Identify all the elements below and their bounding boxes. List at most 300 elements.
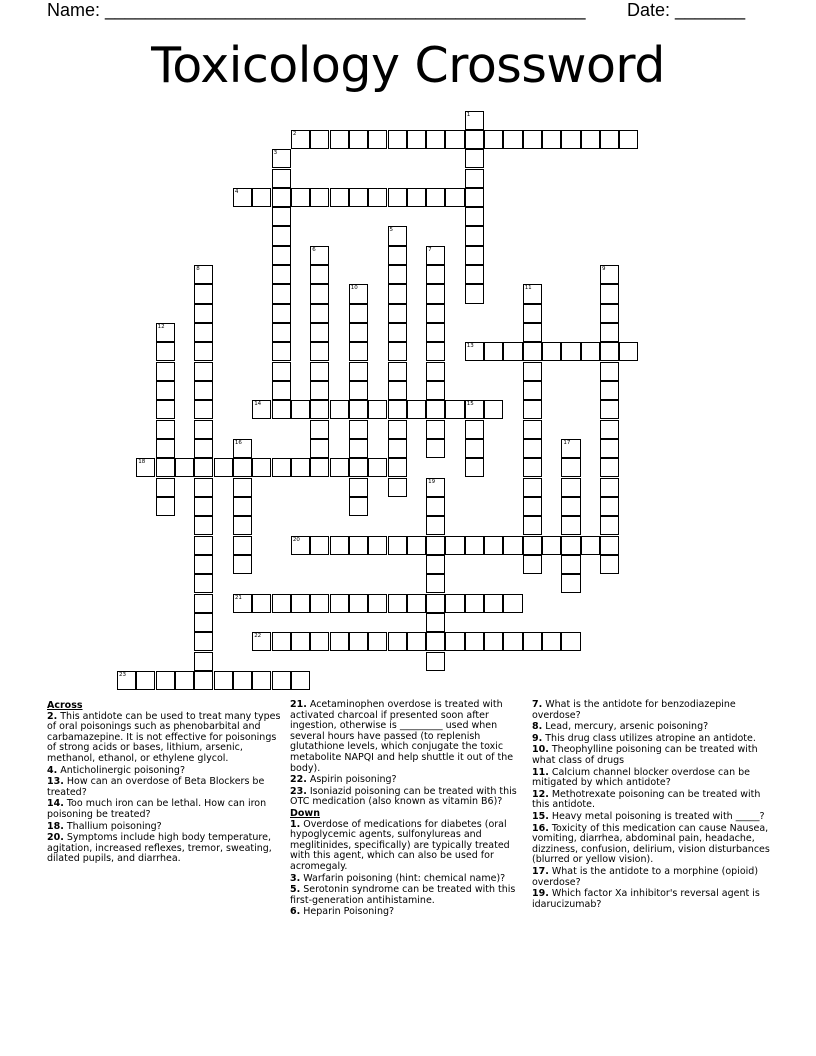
grid-cell[interactable]: [194, 342, 213, 361]
grid-cell-number: 1: [466, 111, 471, 118]
grid-cell[interactable]: [233, 555, 252, 574]
name-line: ________________________________________________: [105, 0, 586, 20]
grid-cell[interactable]: [465, 284, 484, 303]
grid-cell[interactable]: [233, 439, 252, 458]
grid-cell[interactable]: [561, 439, 580, 458]
clue-number: 1.: [290, 818, 301, 830]
grid-cell[interactable]: [156, 439, 175, 458]
grid-cell[interactable]: [194, 478, 213, 497]
grid-cell[interactable]: [523, 304, 542, 323]
grid-cell[interactable]: [523, 555, 542, 574]
grid-cell[interactable]: [465, 342, 484, 361]
date-label: Date:: [627, 0, 676, 20]
grid-cell[interactable]: [426, 323, 445, 342]
grid-cell[interactable]: [156, 671, 175, 690]
grid-cell[interactable]: [194, 536, 213, 555]
grid-cell[interactable]: [465, 536, 484, 555]
grid-cell[interactable]: [561, 458, 580, 477]
grid-cell[interactable]: [523, 458, 542, 477]
grid-cell[interactable]: [194, 458, 213, 477]
grid-cell[interactable]: [194, 613, 213, 632]
grid-cell[interactable]: [194, 265, 213, 284]
grid-cell[interactable]: [426, 439, 445, 458]
grid-cell[interactable]: [330, 594, 349, 613]
grid-cell[interactable]: [349, 284, 368, 303]
grid-cell[interactable]: [272, 458, 291, 477]
grid-cell[interactable]: [523, 323, 542, 342]
grid-cell[interactable]: [600, 284, 619, 303]
grid-cell[interactable]: [272, 246, 291, 265]
grid-cell[interactable]: [194, 574, 213, 593]
grid-cell[interactable]: [156, 420, 175, 439]
grid-cell[interactable]: [233, 497, 252, 516]
grid-cell[interactable]: [349, 323, 368, 342]
grid-cell-number: 6: [312, 246, 316, 253]
grid-cell[interactable]: [465, 246, 484, 265]
grid-cell[interactable]: [156, 458, 175, 477]
grid-cell[interactable]: [194, 632, 213, 651]
grid-cell[interactable]: [523, 516, 542, 535]
grid-cell[interactable]: [330, 400, 349, 419]
grid-cell[interactable]: [233, 516, 252, 535]
grid-cell[interactable]: [388, 304, 407, 323]
grid-cell[interactable]: [291, 594, 310, 613]
grid-cell[interactable]: [484, 594, 503, 613]
grid-cell[interactable]: [388, 323, 407, 342]
grid-cell[interactable]: [388, 226, 407, 245]
grid-cell[interactable]: [194, 497, 213, 516]
grid-cell[interactable]: [349, 439, 368, 458]
grid-cell[interactable]: [388, 439, 407, 458]
across-heading: Across: [47, 700, 83, 711]
page-title: Toxicology Crossword: [151, 37, 665, 94]
grid-cell[interactable]: [194, 516, 213, 535]
grid-cell[interactable]: [368, 188, 387, 207]
grid-cell[interactable]: [330, 458, 349, 477]
grid-cell[interactable]: [388, 246, 407, 265]
grid-cell[interactable]: [465, 188, 484, 207]
grid-cell[interactable]: [388, 632, 407, 651]
grid-cell[interactable]: [407, 594, 426, 613]
grid-cell[interactable]: [291, 671, 310, 690]
grid-cell[interactable]: [388, 284, 407, 303]
grid-cell[interactable]: [600, 478, 619, 497]
grid-cell[interactable]: [465, 130, 484, 149]
grid-cell[interactable]: [194, 555, 213, 574]
grid-cell[interactable]: [310, 594, 329, 613]
grid-cell[interactable]: [445, 188, 464, 207]
grid-cell[interactable]: [291, 130, 310, 149]
grid-cell[interactable]: [600, 458, 619, 477]
grid-cell[interactable]: [388, 130, 407, 149]
grid-cell[interactable]: [272, 188, 291, 207]
grid-cell[interactable]: [426, 497, 445, 516]
grid-cell[interactable]: [310, 420, 329, 439]
grid-cell[interactable]: [368, 632, 387, 651]
grid-cell[interactable]: [523, 284, 542, 303]
grid-cell[interactable]: [272, 594, 291, 613]
grid-cell[interactable]: [310, 362, 329, 381]
grid-cell[interactable]: [310, 246, 329, 265]
clue-text: How can an overdose of Beta Blockers be treated?: [47, 776, 265, 798]
clue-number: 6.: [290, 906, 301, 918]
grid-cell[interactable]: [523, 362, 542, 381]
grid-cell[interactable]: [619, 130, 638, 149]
grid-cell[interactable]: [600, 130, 619, 149]
grid-cell[interactable]: [310, 381, 329, 400]
grid-cell[interactable]: [523, 439, 542, 458]
grid-cell[interactable]: [233, 458, 252, 477]
grid-cell[interactable]: [581, 130, 600, 149]
grid-cell[interactable]: [272, 362, 291, 381]
grid-cell[interactable]: [349, 400, 368, 419]
clue-item: [532, 734, 772, 745]
grid-cell-number: 22: [254, 633, 262, 640]
grid-cell[interactable]: [465, 439, 484, 458]
grid-cell[interactable]: [561, 574, 580, 593]
grid-cell[interactable]: [484, 342, 503, 361]
grid-cell[interactable]: [368, 594, 387, 613]
grid-cell[interactable]: [388, 478, 407, 497]
grid-cell[interactable]: [561, 555, 580, 574]
clue-text: Theophylline poisoning can be treated with what class of drugs: [532, 744, 758, 766]
grid-cell[interactable]: [252, 632, 271, 651]
grid-cell[interactable]: [426, 478, 445, 497]
grid-cell[interactable]: [561, 497, 580, 516]
grid-cell[interactable]: [194, 420, 213, 439]
clue-item: [47, 766, 283, 777]
grid-cell[interactable]: [349, 381, 368, 400]
grid-cell[interactable]: [272, 671, 291, 690]
grid-cell[interactable]: [252, 458, 271, 477]
grid-cell[interactable]: [600, 516, 619, 535]
grid-cell[interactable]: [349, 594, 368, 613]
grid-cell[interactable]: [291, 536, 310, 555]
grid-cell[interactable]: [156, 478, 175, 497]
grid-cell[interactable]: [214, 671, 233, 690]
grid-cell[interactable]: [330, 632, 349, 651]
grid-cell[interactable]: [252, 671, 271, 690]
grid-cell[interactable]: [349, 362, 368, 381]
grid-cell[interactable]: [388, 342, 407, 361]
grid-cell[interactable]: [600, 497, 619, 516]
grid-cell[interactable]: [426, 652, 445, 671]
grid-cell[interactable]: [445, 594, 464, 613]
grid-cell[interactable]: [561, 342, 580, 361]
grid-cell[interactable]: [465, 207, 484, 226]
grid-cell[interactable]: [349, 536, 368, 555]
grid-cell[interactable]: [349, 478, 368, 497]
grid-cell[interactable]: [426, 362, 445, 381]
grid-cell[interactable]: [426, 574, 445, 593]
grid-cell-number: 12: [157, 324, 165, 330]
grid-cell[interactable]: [388, 458, 407, 477]
grid-cell[interactable]: [310, 400, 329, 419]
grid-cell[interactable]: [445, 536, 464, 555]
grid-cell[interactable]: [117, 671, 136, 690]
grid-cell[interactable]: [523, 497, 542, 516]
grid-cell[interactable]: [426, 536, 445, 555]
grid-cell[interactable]: [600, 304, 619, 323]
grid-cell[interactable]: [310, 304, 329, 323]
grid-cell[interactable]: [252, 400, 271, 419]
grid-cell[interactable]: [503, 130, 522, 149]
grid-cell[interactable]: [349, 458, 368, 477]
grid-cell[interactable]: [310, 536, 329, 555]
grid-cell[interactable]: [542, 536, 561, 555]
grid-cell[interactable]: [465, 169, 484, 188]
grid-cell[interactable]: [349, 130, 368, 149]
grid-cell[interactable]: [484, 632, 503, 651]
grid-cell[interactable]: [407, 130, 426, 149]
grid-cell[interactable]: [600, 400, 619, 419]
grid-cell[interactable]: [426, 304, 445, 323]
grid-cell[interactable]: [194, 594, 213, 613]
grid-cell[interactable]: [349, 420, 368, 439]
grid-cell[interactable]: [426, 632, 445, 651]
grid-cell[interactable]: [465, 226, 484, 245]
grid-cell-number: 20: [292, 536, 300, 543]
clue-text: This antidote can be used to treat many types of oral poisonings such as phenobarbital and carbamazepine. It is not effective for poisonings of strong acids or bases, lithium, arsenic, methanol, ethanol, or ethylene glycol.: [47, 710, 281, 764]
grid-cell[interactable]: [194, 439, 213, 458]
grid-cell[interactable]: [561, 478, 580, 497]
grid-cell[interactable]: [156, 381, 175, 400]
clue-item: [290, 874, 526, 885]
grid-cell[interactable]: [272, 342, 291, 361]
grid-cell[interactable]: [272, 169, 291, 188]
grid-cell[interactable]: [561, 632, 580, 651]
grid-cell[interactable]: [310, 323, 329, 342]
clue-number: 13.: [47, 776, 64, 788]
grid-cell[interactable]: [465, 458, 484, 477]
grid-cell-number: 14: [254, 401, 262, 408]
grid-cell[interactable]: [600, 439, 619, 458]
grid-cell[interactable]: [252, 594, 271, 613]
grid-cell[interactable]: [407, 188, 426, 207]
grid-cell[interactable]: [426, 188, 445, 207]
clue-text: Thallium poisoning?: [63, 820, 162, 832]
grid-cell[interactable]: [523, 130, 542, 149]
grid-cell[interactable]: [426, 284, 445, 303]
grid-cell[interactable]: [368, 536, 387, 555]
grid-cell[interactable]: [523, 478, 542, 497]
grid-cell[interactable]: [136, 671, 155, 690]
grid-cell[interactable]: [272, 149, 291, 168]
grid-cell[interactable]: [214, 458, 233, 477]
grid-cell[interactable]: [407, 632, 426, 651]
grid-cell[interactable]: [349, 632, 368, 651]
grid-cell[interactable]: [272, 381, 291, 400]
name-label: Name:: [47, 0, 106, 20]
grid-cell[interactable]: [156, 342, 175, 361]
grid-cell[interactable]: [600, 342, 619, 361]
grid-cell[interactable]: [465, 400, 484, 419]
grid-cell[interactable]: [600, 265, 619, 284]
grid-cell[interactable]: [465, 265, 484, 284]
grid-cell[interactable]: [194, 362, 213, 381]
grid-cell[interactable]: [503, 632, 522, 651]
grid-cell[interactable]: [272, 304, 291, 323]
grid-cell[interactable]: [252, 188, 271, 207]
grid-cell[interactable]: [272, 207, 291, 226]
grid-cell[interactable]: [426, 265, 445, 284]
grid-cell[interactable]: [310, 632, 329, 651]
grid-cell[interactable]: [368, 130, 387, 149]
grid-cell[interactable]: [388, 594, 407, 613]
grid-cell[interactable]: [561, 130, 580, 149]
grid-cell[interactable]: [426, 594, 445, 613]
grid-cell[interactable]: [175, 458, 194, 477]
grid-cell[interactable]: [426, 400, 445, 419]
grid-cell[interactable]: [542, 342, 561, 361]
grid-cell[interactable]: [291, 188, 310, 207]
clue-number: 15.: [532, 810, 549, 822]
grid-cell[interactable]: [194, 671, 213, 690]
grid-cell[interactable]: [194, 652, 213, 671]
grid-cell[interactable]: [349, 188, 368, 207]
grid-cell[interactable]: [330, 130, 349, 149]
grid-cell[interactable]: [523, 536, 542, 555]
grid-cell[interactable]: [388, 381, 407, 400]
grid-cell[interactable]: [272, 632, 291, 651]
grid-cell[interactable]: [465, 149, 484, 168]
grid-cell[interactable]: [600, 362, 619, 381]
grid-cell[interactable]: [426, 420, 445, 439]
grid-cell[interactable]: [581, 342, 600, 361]
clue-text: Calcium channel blocker overdose can be mitigated by which antidote?: [532, 766, 750, 789]
grid-cell[interactable]: [368, 458, 387, 477]
grid-cell[interactable]: [503, 536, 522, 555]
grid-cell[interactable]: [194, 323, 213, 342]
grid-cell[interactable]: [175, 671, 194, 690]
grid-cell[interactable]: [310, 188, 329, 207]
grid-cell[interactable]: [484, 130, 503, 149]
grid-cell[interactable]: [600, 381, 619, 400]
grid-cell[interactable]: [272, 265, 291, 284]
grid-cell[interactable]: [310, 284, 329, 303]
grid-cell[interactable]: [233, 478, 252, 497]
grid-cell[interactable]: [233, 594, 252, 613]
grid-cell[interactable]: [523, 342, 542, 361]
grid-cell[interactable]: [561, 516, 580, 535]
grid-cell[interactable]: [291, 632, 310, 651]
grid-cell[interactable]: [156, 400, 175, 419]
grid-cell[interactable]: [310, 439, 329, 458]
grid-cell[interactable]: [581, 536, 600, 555]
grid-cell[interactable]: [388, 265, 407, 284]
grid-cell[interactable]: [349, 304, 368, 323]
grid-cell[interactable]: [465, 632, 484, 651]
grid-cell[interactable]: [503, 342, 522, 361]
grid-cell[interactable]: [388, 400, 407, 419]
grid-cell[interactable]: [426, 555, 445, 574]
grid-cell[interactable]: [349, 342, 368, 361]
grid-cell[interactable]: [156, 362, 175, 381]
grid-cell[interactable]: [523, 420, 542, 439]
grid-cell[interactable]: [600, 420, 619, 439]
clue-text: This drug class utilizes atropine an antidote.: [542, 732, 756, 744]
grid-cell[interactable]: [426, 381, 445, 400]
grid-cell[interactable]: [388, 420, 407, 439]
grid-cell[interactable]: [445, 632, 464, 651]
grid-cell[interactable]: [561, 536, 580, 555]
grid-cell[interactable]: [388, 362, 407, 381]
grid-cell[interactable]: [291, 400, 310, 419]
grid-cell[interactable]: [156, 497, 175, 516]
grid-cell[interactable]: [233, 188, 252, 207]
grid-cell[interactable]: [194, 284, 213, 303]
grid-cell[interactable]: [194, 304, 213, 323]
grid-cell[interactable]: [542, 632, 561, 651]
grid-cell[interactable]: [523, 400, 542, 419]
grid-cell[interactable]: [600, 555, 619, 574]
grid-cell[interactable]: [465, 594, 484, 613]
grid-cell[interactable]: [388, 536, 407, 555]
grid-cell[interactable]: [310, 265, 329, 284]
clue-text: Isoniazid poisoning can be treated with this OTC medication (also known as vitamin B6)?: [290, 785, 517, 808]
clue-number: 9.: [532, 732, 543, 744]
clue-text: What is the antidote to a morphine (opioid) overdose?: [532, 865, 759, 888]
grid-cell[interactable]: [542, 130, 561, 149]
date-line: _______: [675, 0, 746, 20]
grid-cell[interactable]: [484, 400, 503, 419]
grid-cell[interactable]: [194, 381, 213, 400]
grid-cell[interactable]: [600, 536, 619, 555]
grid-cell[interactable]: [388, 188, 407, 207]
grid-cell[interactable]: [503, 594, 522, 613]
grid-cell[interactable]: [291, 458, 310, 477]
grid-cell[interactable]: [600, 323, 619, 342]
grid-cell[interactable]: [136, 458, 155, 477]
grid-cell[interactable]: [349, 497, 368, 516]
grid-cell[interactable]: [330, 536, 349, 555]
grid-cell[interactable]: [310, 458, 329, 477]
grid-cell-number: 19: [428, 478, 436, 485]
grid-cell[interactable]: [445, 400, 464, 419]
grid-cell[interactable]: [426, 516, 445, 535]
grid-cell[interactable]: [272, 323, 291, 342]
grid-cell[interactable]: [426, 613, 445, 632]
grid-cell[interactable]: [523, 381, 542, 400]
grid-cell[interactable]: [156, 323, 175, 342]
grid-cell[interactable]: [233, 671, 252, 690]
grid-cell[interactable]: [272, 226, 291, 245]
grid-cell[interactable]: [272, 400, 291, 419]
grid-cell[interactable]: [484, 536, 503, 555]
grid-cell[interactable]: [465, 111, 484, 130]
clue-item: [47, 822, 283, 833]
clue-text: Acetaminophen overdose is treated with activated charcoal if presented soon after ingestion, otherwise is _________ used when several hours have passed (to replenish glutathione levels, which conjugate the toxic metabolite NAPQI and help shuttle it out of the body).: [290, 699, 514, 774]
grid-cell[interactable]: [426, 130, 445, 149]
grid-cell[interactable]: [407, 536, 426, 555]
grid-cell[interactable]: [330, 188, 349, 207]
grid-cell[interactable]: [445, 130, 464, 149]
grid-cell[interactable]: [310, 130, 329, 149]
grid-cell[interactable]: [310, 342, 329, 361]
grid-cell[interactable]: [368, 400, 387, 419]
clues-column-3: [532, 700, 772, 911]
grid-cell[interactable]: [465, 420, 484, 439]
grid-cell[interactable]: [523, 632, 542, 651]
grid-cell[interactable]: [619, 342, 638, 361]
grid-cell[interactable]: [194, 400, 213, 419]
grid-cell[interactable]: [407, 400, 426, 419]
grid-cell[interactable]: [426, 342, 445, 361]
grid-cell[interactable]: [272, 284, 291, 303]
clue-number: 12.: [532, 788, 549, 800]
grid-cell[interactable]: [233, 536, 252, 555]
grid-cell[interactable]: [426, 246, 445, 265]
